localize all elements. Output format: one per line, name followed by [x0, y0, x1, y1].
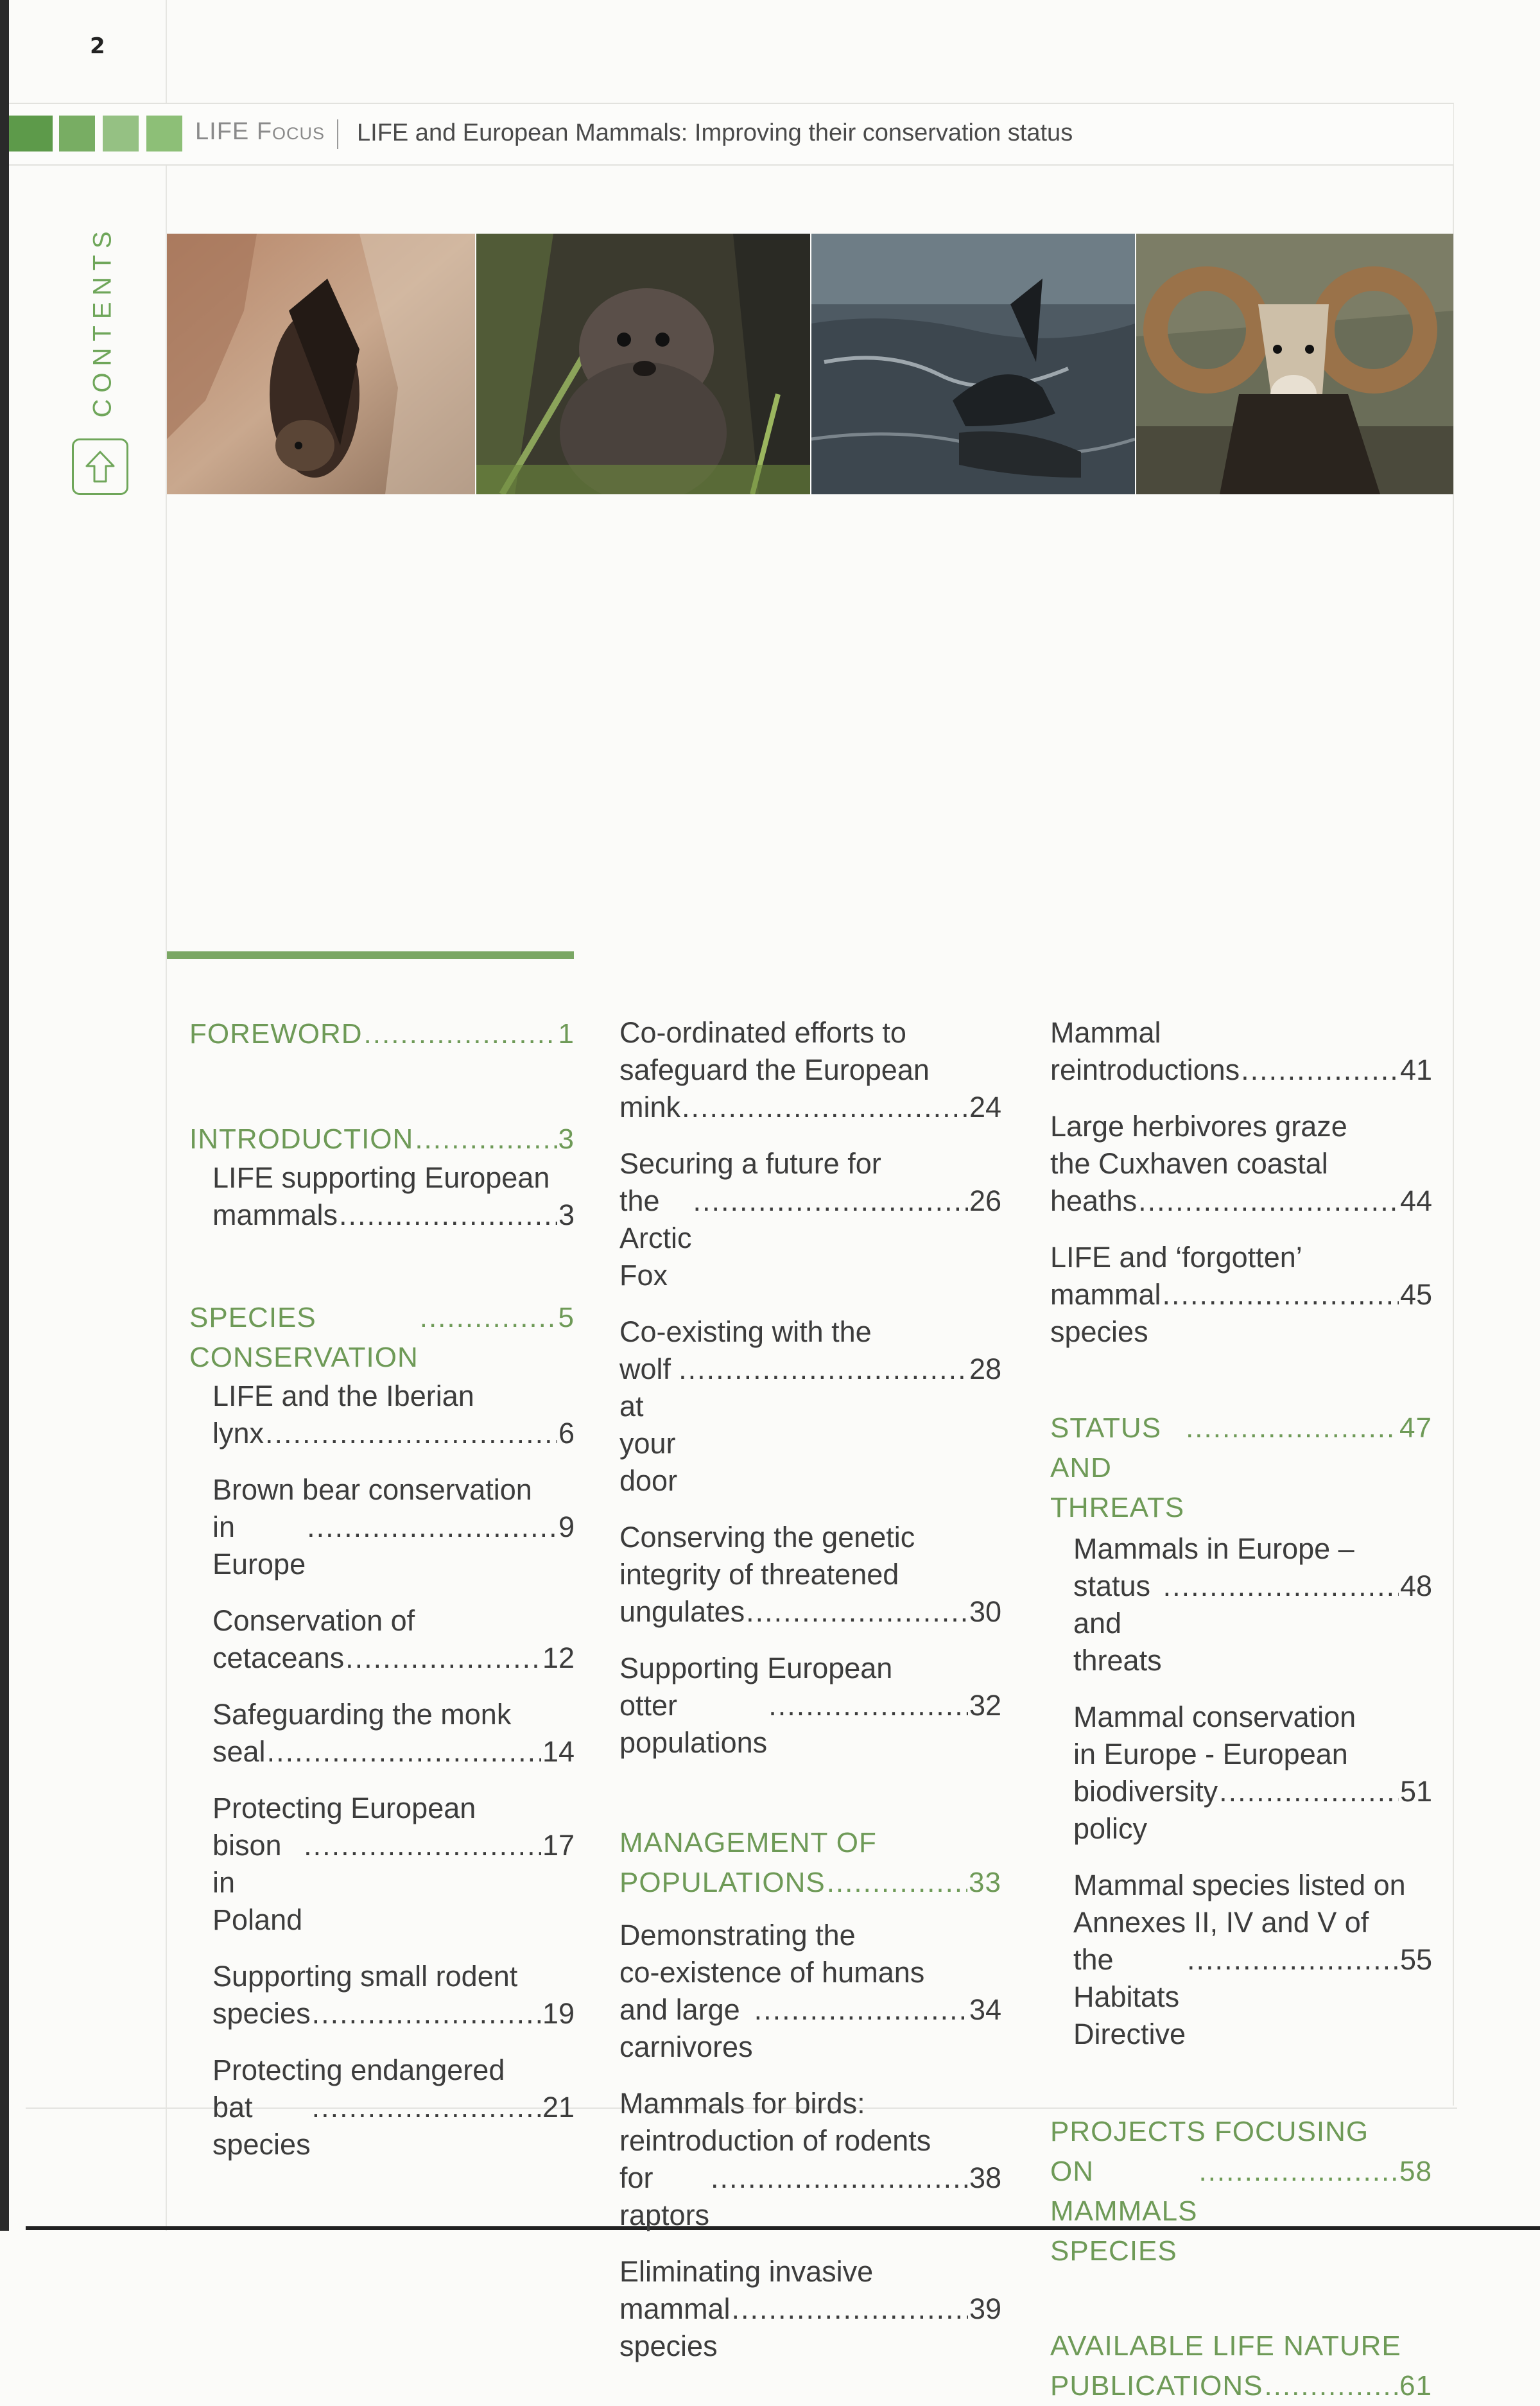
- header-square: [146, 116, 182, 151]
- mink-photo: [476, 234, 810, 494]
- entry-line: mammal species: [619, 2292, 731, 2362]
- up-arrow-icon: [80, 447, 120, 487]
- toc-section-foreword[interactable]: [189, 1014, 575, 1054]
- entry-line: Co-ordinated efforts to: [619, 1016, 906, 1049]
- entry-line: Mammals for birds:: [619, 2087, 865, 2120]
- page-ref: 47: [1399, 1412, 1432, 1444]
- page-ref: 1: [558, 1018, 575, 1050]
- entry-line: the Arctic Fox: [619, 1184, 692, 1292]
- toc-entry[interactable]: [1050, 1239, 1432, 1351]
- entry-line: lynx: [212, 1417, 264, 1450]
- cetacean-photo: [811, 234, 1135, 494]
- page-ref: 34: [969, 1993, 1001, 2026]
- entry-line: biodiversity policy: [1073, 1775, 1218, 1845]
- header-square: [59, 116, 95, 151]
- page-edge: [0, 0, 9, 2231]
- page-ref: 39: [969, 2292, 1001, 2325]
- entry-line: status and threats: [1073, 1570, 1162, 1677]
- toc-entry[interactable]: [619, 1519, 1001, 1631]
- page-ref: 58: [1399, 2156, 1432, 2187]
- page-ref: 5: [558, 1302, 575, 1333]
- page-ref: 55: [1399, 1943, 1432, 1976]
- contents-label: [83, 225, 122, 424]
- toc-entry[interactable]: [189, 1958, 575, 2032]
- section-title: AVAILABLE LIFE NATURE: [1050, 2330, 1401, 2362]
- page-ref: 28: [969, 1353, 1001, 1385]
- mouflon-photo: [1136, 234, 1453, 494]
- entry-line: LIFE and ‘forgotten’: [1050, 1241, 1302, 1274]
- entry-line: Mammal species listed on: [1073, 1869, 1406, 1901]
- toc-entry[interactable]: [189, 1471, 575, 1583]
- entry-line: Securing a future for: [619, 1147, 881, 1180]
- contents-label-text: CONTENTS: [88, 225, 117, 418]
- entry-line: otter populations: [619, 1689, 768, 1759]
- entry-line: Conservation of: [212, 1604, 415, 1637]
- entry-line: Safeguarding the monk: [212, 1698, 512, 1731]
- entry-line: co-existence of humans: [619, 1956, 925, 1989]
- entry-line: heaths: [1050, 1184, 1138, 1217]
- entry-line: mammals: [212, 1199, 338, 1231]
- toc-entry[interactable]: [189, 1790, 575, 1939]
- section-title: INTRODUCTION: [189, 1123, 414, 1155]
- page-ref: 33: [969, 1867, 1001, 1898]
- toc-section-management[interactable]: [619, 1823, 1001, 1903]
- entry-line: mammal species: [1050, 1278, 1161, 1348]
- toc-entry[interactable]: [619, 1917, 1001, 2066]
- entry-line: ungulates: [619, 1595, 745, 1628]
- page-ref: 48: [1399, 1570, 1432, 1602]
- section-title: SPECIES CONSERVATION: [189, 1302, 419, 1373]
- page-ref: 17: [542, 1829, 575, 1862]
- toc-entry[interactable]: [619, 1014, 1001, 1126]
- toc-section-introduction[interactable]: [189, 1120, 575, 1159]
- toc-column-3: [1050, 1014, 1432, 2406]
- page-number: 2: [90, 33, 105, 59]
- toc-section-status-threats[interactable]: [1050, 1408, 1432, 1528]
- entry-line: Brown bear conservation: [212, 1473, 532, 1506]
- entry-line: wolf at your door: [619, 1353, 678, 1497]
- entry-line: Mammal conservation: [1073, 1701, 1356, 1733]
- entry-line: Annexes II, IV and V of: [1073, 1906, 1369, 1939]
- toc-section-projects[interactable]: [1050, 2112, 1432, 2271]
- publication-brand: [195, 118, 325, 146]
- header-square: [9, 116, 53, 151]
- toc-entry[interactable]: [189, 1159, 575, 1234]
- brand-focus: Focus: [256, 118, 325, 145]
- entry-line: Supporting small rodent: [212, 1960, 518, 1993]
- toc-column-2: [619, 1014, 1001, 2365]
- entry-line: Supporting European: [619, 1652, 893, 1684]
- page-ref: 14: [542, 1735, 575, 1768]
- page-ref: 38: [969, 2161, 1001, 2194]
- header-separator: [337, 119, 338, 149]
- entry-line: and large carnivores: [619, 1993, 753, 2063]
- toc-entry[interactable]: [619, 1145, 1001, 1294]
- toc-entry[interactable]: [619, 1650, 1001, 1761]
- brand-life: LIFE: [195, 118, 257, 145]
- toc-entry[interactable]: [1050, 1867, 1432, 2053]
- entry-line: in Europe: [212, 1510, 306, 1580]
- page-ref: 61: [1399, 2370, 1432, 2402]
- toc-section-publications[interactable]: [1050, 2326, 1432, 2406]
- entry-line: Eliminating invasive: [619, 2255, 874, 2288]
- entry-line: Demonstrating the: [619, 1919, 856, 1952]
- entry-line: integrity of threatened: [619, 1558, 899, 1591]
- page-ref: 30: [969, 1595, 1001, 1628]
- entry-line: reintroduction of rodents: [619, 2124, 931, 2157]
- page-ref: 3: [558, 1123, 575, 1155]
- entry-line: for raptors: [619, 2161, 710, 2231]
- entry-line: Mammal: [1050, 1016, 1161, 1049]
- page-ref: 6: [558, 1417, 575, 1450]
- entry-line: the Cuxhaven coastal: [1050, 1147, 1328, 1180]
- page-ref: 21: [542, 2091, 575, 2124]
- toc-entry[interactable]: [1050, 1014, 1432, 1089]
- bat-photo: [167, 234, 475, 494]
- page-ref: 12: [542, 1641, 575, 1674]
- page-ref: 45: [1399, 1278, 1432, 1311]
- back-to-top-button[interactable]: [72, 438, 128, 495]
- header-title: LIFE and European Mammals: Improving their conservation status: [357, 119, 1073, 146]
- section-title: PROJECTS FOCUSING: [1050, 2116, 1369, 2147]
- header-square: [103, 116, 139, 151]
- toc-rule: [167, 951, 574, 959]
- section-title: STATUS AND THREATS: [1050, 1412, 1185, 1523]
- entry-line: Protecting endangered: [212, 2054, 505, 2086]
- toc-entry[interactable]: [189, 2052, 575, 2163]
- toc-entry[interactable]: [619, 2085, 1001, 2234]
- toc-entry[interactable]: [1050, 1108, 1432, 1220]
- toc-entry[interactable]: [189, 1696, 575, 1770]
- entry-line: species: [212, 1997, 311, 2030]
- toc-entry[interactable]: [619, 2253, 1001, 2365]
- entry-line: bison in Poland: [212, 1829, 303, 1936]
- entry-line: seal: [212, 1735, 266, 1768]
- entry-line: LIFE supporting European: [212, 1161, 550, 1194]
- toc-section-species-conservation[interactable]: [189, 1298, 575, 1378]
- entry-line: Large herbivores graze: [1050, 1110, 1347, 1143]
- entry-line: Protecting European: [212, 1792, 476, 1824]
- entry-line: Co-existing with the: [619, 1315, 872, 1348]
- toc-entry[interactable]: [1050, 1530, 1432, 1679]
- page-ref: 51: [1399, 1775, 1432, 1808]
- page-ref: 24: [969, 1091, 1001, 1123]
- page-ref: 3: [558, 1199, 575, 1231]
- toc-column-1: [189, 1014, 575, 2163]
- page-ref: 44: [1399, 1184, 1432, 1217]
- page-ref: 32: [969, 1689, 1001, 1722]
- entry-line: Conserving the genetic: [619, 1521, 915, 1554]
- page-ref: 26: [969, 1184, 1001, 1217]
- page-ref: 9: [558, 1510, 575, 1543]
- entry-line: mink: [619, 1091, 681, 1123]
- entry-line: in Europe - European: [1073, 1738, 1348, 1770]
- entry-line: LIFE and the Iberian: [212, 1380, 474, 1412]
- entry-line: safeguard the European: [619, 1053, 930, 1086]
- entry-line: Mammals in Europe –: [1073, 1532, 1354, 1565]
- toc-entry[interactable]: [619, 1313, 1001, 1500]
- toc-entry[interactable]: [189, 1378, 575, 1452]
- section-title: POPULATIONS: [619, 1867, 826, 1898]
- section-title: MANAGEMENT OF: [619, 1827, 877, 1858]
- section-title: PUBLICATIONS: [1050, 2370, 1263, 2402]
- entry-line: bat species: [212, 2091, 311, 2161]
- section-title: FOREWORD: [189, 1018, 363, 1050]
- section-title: ON MAMMALS SPECIES: [1050, 2156, 1198, 2267]
- toc-entry[interactable]: [1050, 1699, 1432, 1848]
- entry-line: the Habitats Directive: [1073, 1943, 1186, 2050]
- entry-line: cetaceans: [212, 1641, 345, 1674]
- page-ref: 19: [542, 1997, 575, 2030]
- page-ref: 41: [1399, 1053, 1432, 1086]
- toc-entry[interactable]: [189, 1602, 575, 1677]
- entry-line: reintroductions: [1050, 1053, 1240, 1086]
